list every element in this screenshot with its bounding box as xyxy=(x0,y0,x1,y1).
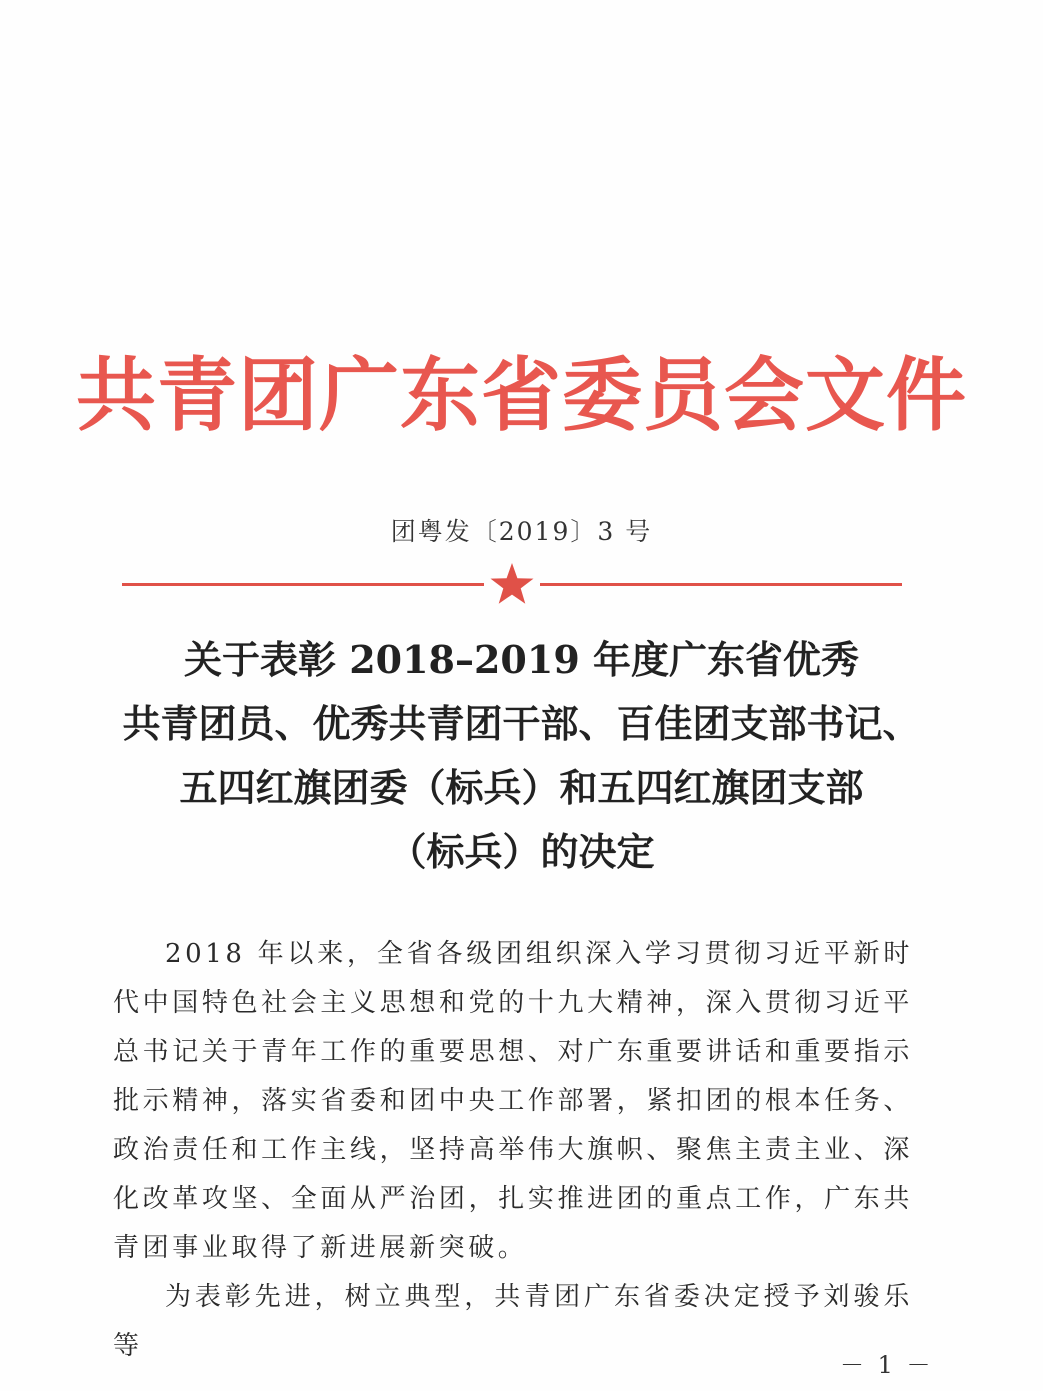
document-number: 团粤发〔2019〕3 号 xyxy=(390,517,653,546)
divider-line-right xyxy=(540,583,902,586)
title-line: 关于表彰 2018–2019 年度广东省优秀 xyxy=(184,637,859,682)
title-line: 共青团员、优秀共青团干部、百佳团支部书记、 xyxy=(122,701,921,746)
page-number: － 1 － xyxy=(840,1351,934,1379)
body-paragraph: 为表彰先进，树立典型，共青团广东省委决定授予刘骏乐等 xyxy=(113,1282,913,1361)
body-paragraph: 2018 年以来，全省各级团组织深入学习贯彻习近平新时代中国特色社会主义思想和党的十九大精神，深入贯彻习近平总书记关于青年工作的重要思想、对广东重要讲话和重要指示批示精神，落实省委和团中央工作部署，紧扣团的根本任务、政治责任和工作主线，坚持高举伟大旗帜、聚焦主责主业、深化改革攻坚、全面从严治团，扎实推进团的重点工作，广东共青团事业取得了新进展新突破。 xyxy=(113,939,913,1263)
document-body xyxy=(113,930,913,1371)
divider-line-left xyxy=(122,583,484,586)
masthead-title: 共青团广东省委员会文件 xyxy=(76,348,967,442)
document-title xyxy=(0,628,1043,884)
title-line: 五四红旗团委（标兵）和五四红旗团支部 xyxy=(179,765,864,810)
red-divider xyxy=(122,562,902,606)
star-icon xyxy=(489,562,535,606)
title-line: （标兵）的决定 xyxy=(388,829,655,874)
star-shape xyxy=(491,563,534,604)
